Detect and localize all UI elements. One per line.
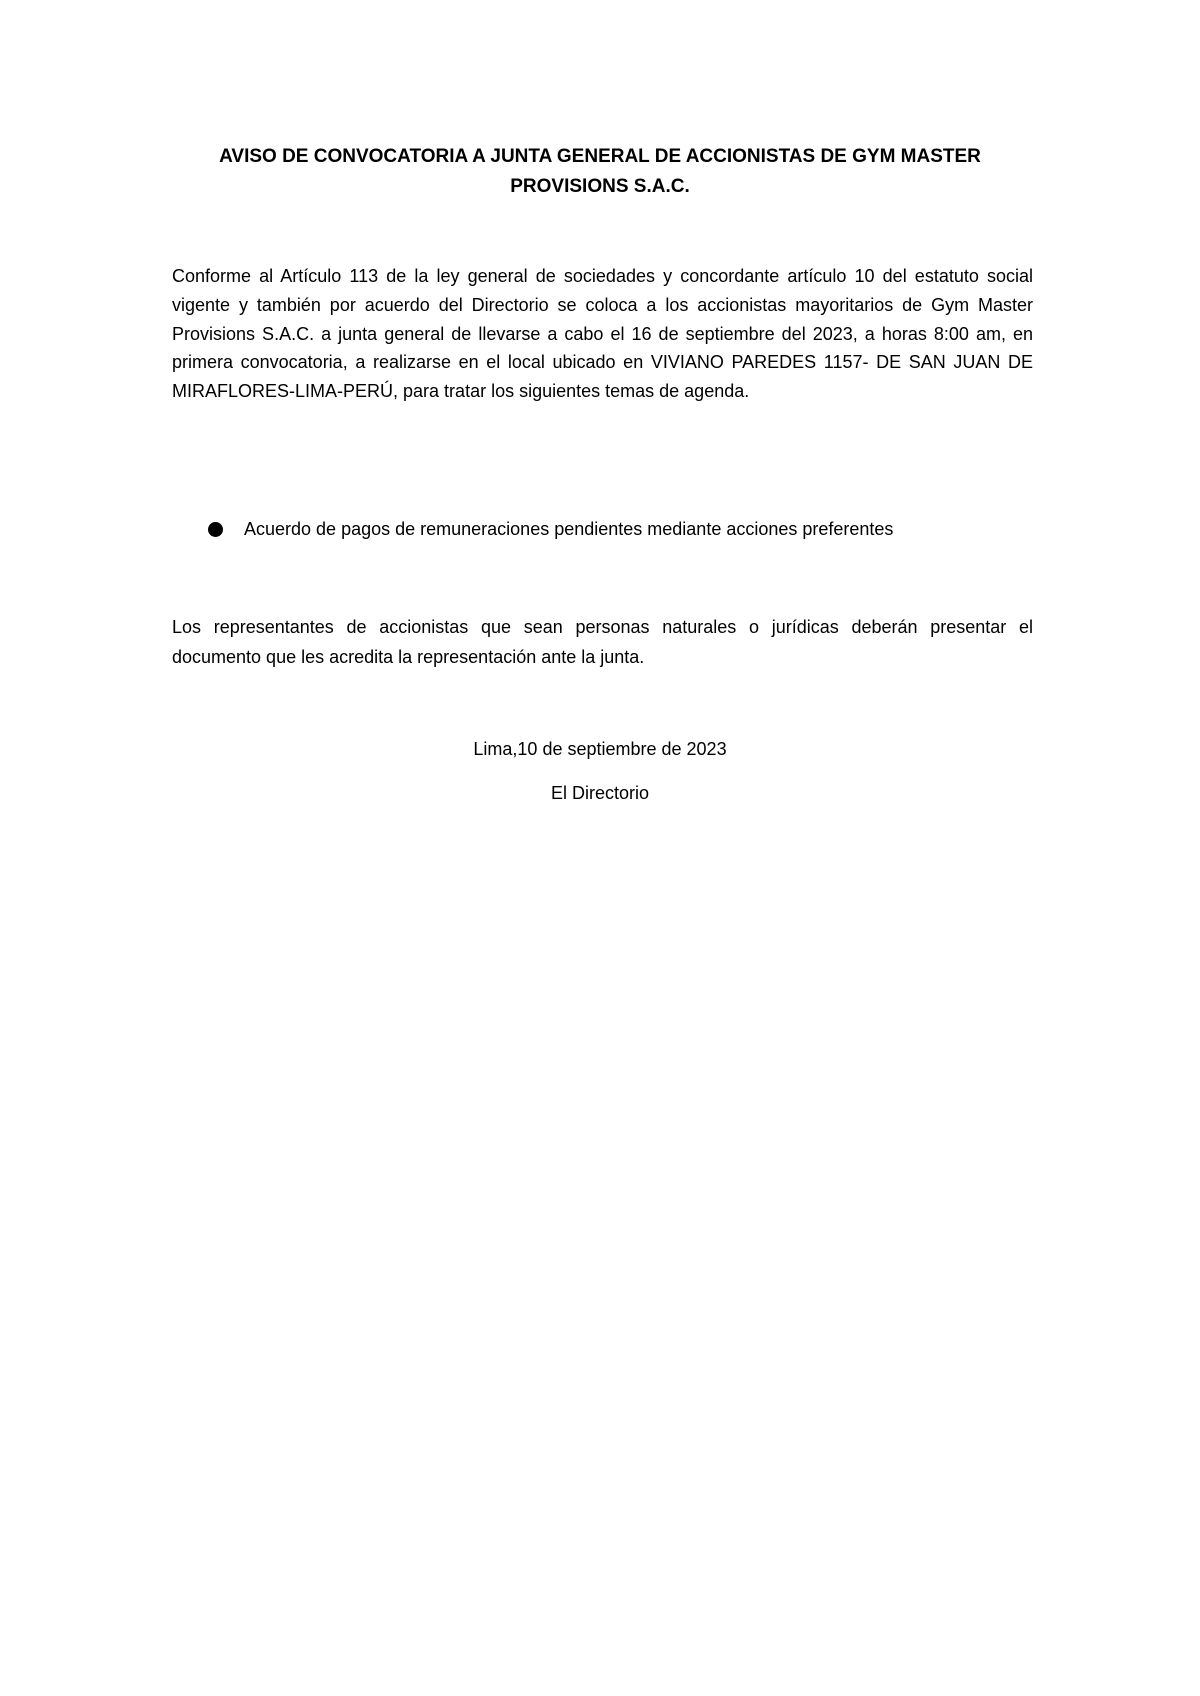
document-title: [160, 142, 1040, 202]
agenda-list: [208, 514, 1028, 544]
signatory: El Directorio: [550, 783, 650, 803]
agenda-item-text: Acuerdo de pagos de remuneraciones pendientes mediante acciones preferentes: [244, 519, 894, 539]
bullet-icon: [208, 522, 223, 537]
convocation-paragraph: Conforme al Artículo 113 de la ley general de sociedades y concordante artículo 10 del estatuto social vigente y también por acuerdo del Directorio se coloca a los accionistas mayoritarios de Gym Master Provisions S.A.C. a junta general de llevarse a cabo el 16 de septiembre del 2023, a horas 8:00 am, en primera convocatoria, a realizarse en el local ubicado en VIVIANO PAREDES 1157- DE SAN JUAN DE MIRAFLORES-LIMA-PERÚ, para tratar los siguientes temas de agenda.: [172, 266, 1033, 402]
representatives-paragraph: Los representantes de accionistas que sean personas naturales o jurídicas deberán presentar el documento que les acredita la representación ante la junta.: [172, 617, 1033, 667]
agenda-item: [208, 514, 1028, 544]
document-title-line-1: AVISO DE CONVOCATORIA A JUNTA GENERAL DE ACCIONISTAS DE GYM MASTER: [219, 146, 981, 167]
place-date: Lima,10 de septiembre de 2023: [473, 739, 727, 759]
document-title-line-2: PROVISIONS S.A.C.: [510, 176, 690, 197]
